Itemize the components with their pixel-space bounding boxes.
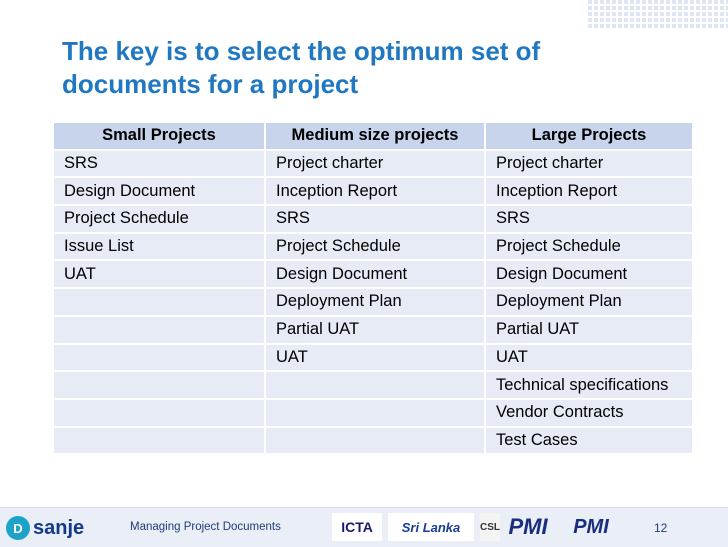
table-cell bbox=[265, 427, 485, 455]
table-cell: Design Document bbox=[53, 177, 265, 205]
table-cell: Deployment Plan bbox=[265, 288, 485, 316]
table-header-row bbox=[53, 122, 693, 150]
table-cell: SRS bbox=[265, 205, 485, 233]
table-cell bbox=[53, 399, 265, 427]
table-row bbox=[53, 399, 693, 427]
partner-logos bbox=[332, 512, 626, 542]
sanje-logo-mark: D bbox=[6, 516, 30, 540]
table-cell: SRS bbox=[53, 150, 265, 178]
table-row bbox=[53, 205, 693, 233]
sanje-logo bbox=[6, 513, 92, 543]
icta-logo: ICTA bbox=[332, 513, 382, 541]
documents-table bbox=[52, 121, 694, 455]
table-cell bbox=[53, 427, 265, 455]
table-row bbox=[53, 316, 693, 344]
header-large-projects: Large Projects bbox=[485, 122, 693, 150]
table-cell: Project Schedule bbox=[265, 233, 485, 261]
table-cell: Partial UAT bbox=[265, 316, 485, 344]
corner-decoration bbox=[588, 0, 728, 30]
pmi-institute-logo: PMI bbox=[573, 515, 609, 538]
csl-logo: CSL bbox=[480, 513, 500, 541]
table-cell bbox=[265, 371, 485, 399]
table-cell: Issue List bbox=[53, 233, 265, 261]
table-cell: Project charter bbox=[265, 150, 485, 178]
table-cell: Test Cases bbox=[485, 427, 693, 455]
table-cell: Deployment Plan bbox=[485, 288, 693, 316]
footer-text: Managing Project Documents bbox=[130, 521, 281, 533]
page-number: 12 bbox=[654, 521, 668, 535]
header-medium-projects: Medium size projects bbox=[265, 122, 485, 150]
table-cell: Technical specifications bbox=[485, 371, 693, 399]
pmi-logo: PMI bbox=[508, 514, 548, 539]
table-row bbox=[53, 150, 693, 178]
sanje-logo-text: sanje bbox=[33, 516, 85, 539]
table-cell: UAT bbox=[265, 344, 485, 372]
table-cell: Inception Report bbox=[265, 177, 485, 205]
table-row bbox=[53, 371, 693, 399]
table-row bbox=[53, 288, 693, 316]
header-small-projects: Small Projects bbox=[53, 122, 265, 150]
table-cell: Inception Report bbox=[485, 177, 693, 205]
table-cell: Design Document bbox=[265, 260, 485, 288]
table-row bbox=[53, 260, 693, 288]
table-row bbox=[53, 177, 693, 205]
table-cell: Vendor Contracts bbox=[485, 399, 693, 427]
table-cell: UAT bbox=[53, 260, 265, 288]
table-cell: Project Schedule bbox=[485, 233, 693, 261]
table-cell bbox=[53, 316, 265, 344]
slide-title: The key is to select the optimum set of documents for a project bbox=[62, 36, 541, 99]
sri-lanka-logo: Sri Lanka bbox=[388, 513, 474, 541]
table-row bbox=[53, 427, 693, 455]
table-row bbox=[53, 344, 693, 372]
table-cell bbox=[53, 288, 265, 316]
table-cell bbox=[53, 371, 265, 399]
table-cell: UAT bbox=[485, 344, 693, 372]
table-cell: Design Document bbox=[485, 260, 693, 288]
table-row bbox=[53, 233, 693, 261]
table-cell: SRS bbox=[485, 205, 693, 233]
table-cell: Project charter bbox=[485, 150, 693, 178]
table-cell bbox=[53, 344, 265, 372]
table-cell: Partial UAT bbox=[485, 316, 693, 344]
table-cell bbox=[265, 399, 485, 427]
table-cell: Project Schedule bbox=[53, 205, 265, 233]
